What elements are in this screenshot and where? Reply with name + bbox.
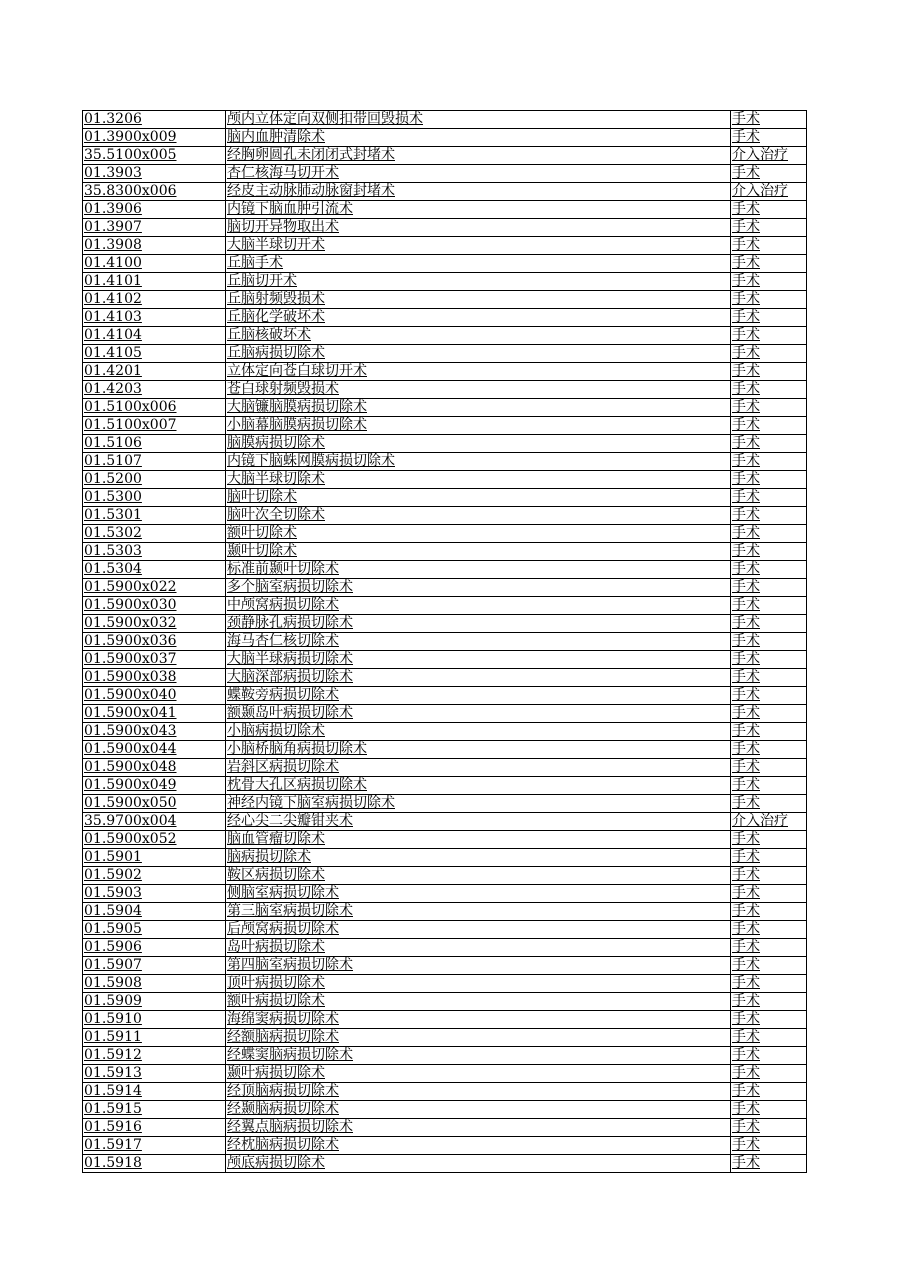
procedure-type-cell: 手术 <box>731 597 807 615</box>
procedure-code-cell: 01.5918 <box>83 1155 226 1173</box>
procedure-type-cell: 介入治疗 <box>731 813 807 831</box>
procedure-name-cell: 脑血管瘤切除术 <box>226 831 731 849</box>
table-row <box>83 399 807 417</box>
procedure-type-cell: 手术 <box>731 777 807 795</box>
table-row <box>83 237 807 255</box>
table-row <box>83 561 807 579</box>
procedure-type-cell: 手术 <box>731 273 807 291</box>
procedure-name-cell: 神经内镜下脑室病损切除术 <box>226 795 731 813</box>
procedure-name-cell: 大脑半球切开术 <box>226 237 731 255</box>
table-row <box>83 453 807 471</box>
procedure-type-cell: 手术 <box>731 399 807 417</box>
procedure-type-cell: 手术 <box>731 615 807 633</box>
procedure-name-cell: 杏仁核海马切开术 <box>226 165 731 183</box>
procedure-name-cell: 丘脑核破坏术 <box>226 327 731 345</box>
procedure-code-cell: 01.5100x007 <box>83 417 226 435</box>
procedure-type-cell: 手术 <box>731 867 807 885</box>
procedure-code-cell: 01.4102 <box>83 291 226 309</box>
procedure-name-cell: 岛叶病损切除术 <box>226 939 731 957</box>
procedure-name-cell: 经心尖二尖瓣钳夹术 <box>226 813 731 831</box>
procedure-type-cell: 手术 <box>731 417 807 435</box>
procedure-type-cell: 手术 <box>731 1083 807 1101</box>
procedure-code-cell: 01.5906 <box>83 939 226 957</box>
procedure-type-cell: 手术 <box>731 1047 807 1065</box>
procedure-type-cell: 手术 <box>731 255 807 273</box>
procedure-type-cell: 手术 <box>731 381 807 399</box>
procedure-type-cell: 手术 <box>731 129 807 147</box>
procedure-code-cell: 01.5900x022 <box>83 579 226 597</box>
procedure-type-cell: 手术 <box>731 219 807 237</box>
procedure-type-cell: 手术 <box>731 1137 807 1155</box>
procedure-code-cell: 01.5901 <box>83 849 226 867</box>
table-row <box>83 885 807 903</box>
procedure-code-cell: 35.5100x005 <box>83 147 226 165</box>
procedure-name-cell: 经枕脑病损切除术 <box>226 1137 731 1155</box>
procedure-type-cell: 手术 <box>731 849 807 867</box>
procedure-name-cell: 第三脑室病损切除术 <box>226 903 731 921</box>
procedure-code-cell: 01.5900x049 <box>83 777 226 795</box>
procedure-name-cell: 经蝶窦脑病损切除术 <box>226 1047 731 1065</box>
table-row <box>83 579 807 597</box>
table-row <box>83 831 807 849</box>
procedure-code-cell: 01.5106 <box>83 435 226 453</box>
procedure-type-cell: 介入治疗 <box>731 147 807 165</box>
procedure-code-cell: 35.9700x004 <box>83 813 226 831</box>
table-row <box>83 633 807 651</box>
procedure-code-cell: 01.5100x006 <box>83 399 226 417</box>
procedure-code-cell: 01.5914 <box>83 1083 226 1101</box>
procedure-type-cell: 手术 <box>731 435 807 453</box>
table-row <box>83 777 807 795</box>
procedure-code-cell: 01.5910 <box>83 1011 226 1029</box>
table-row <box>83 309 807 327</box>
procedure-type-cell: 手术 <box>731 633 807 651</box>
procedure-name-cell: 脑叶次全切除术 <box>226 507 731 525</box>
procedure-name-cell: 额叶切除术 <box>226 525 731 543</box>
procedure-code-cell: 01.4103 <box>83 309 226 327</box>
procedure-type-cell: 手术 <box>731 489 807 507</box>
procedure-type-cell: 手术 <box>731 1011 807 1029</box>
procedure-code-cell: 01.5107 <box>83 453 226 471</box>
procedure-code-cell: 01.4100 <box>83 255 226 273</box>
procedure-name-cell: 标准前颞叶切除术 <box>226 561 731 579</box>
table-row <box>83 543 807 561</box>
procedure-code-cell: 01.3206 <box>83 111 226 129</box>
table-row <box>83 993 807 1011</box>
procedure-code-cell: 01.5303 <box>83 543 226 561</box>
procedure-code-cell: 01.5903 <box>83 885 226 903</box>
procedure-name-cell: 脑内血肿清除术 <box>226 129 731 147</box>
procedure-name-cell: 丘脑射频毁损术 <box>226 291 731 309</box>
procedure-code-cell: 01.3907 <box>83 219 226 237</box>
table-row <box>83 183 807 201</box>
procedure-name-cell: 丘脑病损切除术 <box>226 345 731 363</box>
procedure-name-cell: 小脑桥脑角病损切除术 <box>226 741 731 759</box>
procedure-name-cell: 海马杏仁核切除术 <box>226 633 731 651</box>
procedure-code-cell: 01.5905 <box>83 921 226 939</box>
table-row <box>83 291 807 309</box>
procedure-type-cell: 手术 <box>731 471 807 489</box>
table-row <box>83 651 807 669</box>
procedure-type-cell: 手术 <box>731 507 807 525</box>
table-row <box>83 1065 807 1083</box>
procedure-name-cell: 蝶鞍旁病损切除术 <box>226 687 731 705</box>
procedure-name-cell: 颈静脉孔病损切除术 <box>226 615 731 633</box>
table-row <box>83 975 807 993</box>
procedure-name-cell: 额叶病损切除术 <box>226 993 731 1011</box>
procedure-name-cell: 丘脑化学破坏术 <box>226 309 731 327</box>
procedure-type-cell: 手术 <box>731 453 807 471</box>
table-row <box>83 201 807 219</box>
table-row <box>83 813 807 831</box>
procedure-name-cell: 经颞脑病损切除术 <box>226 1101 731 1119</box>
table-row <box>83 507 807 525</box>
procedure-code-cell: 01.5911 <box>83 1029 226 1047</box>
table-row <box>83 705 807 723</box>
table-row <box>83 381 807 399</box>
procedure-type-cell: 手术 <box>731 111 807 129</box>
procedure-table <box>82 110 807 1173</box>
procedure-code-cell: 01.5900x043 <box>83 723 226 741</box>
procedure-code-cell: 01.5300 <box>83 489 226 507</box>
procedure-code-cell: 01.5917 <box>83 1137 226 1155</box>
procedure-code-cell: 01.4203 <box>83 381 226 399</box>
procedure-type-cell: 手术 <box>731 921 807 939</box>
procedure-name-cell: 鞍区病损切除术 <box>226 867 731 885</box>
procedure-name-cell: 立体定向苍白球切开术 <box>226 363 731 381</box>
table-row <box>83 129 807 147</box>
table-row <box>83 903 807 921</box>
procedure-code-cell: 01.4101 <box>83 273 226 291</box>
procedure-code-cell: 01.5900x044 <box>83 741 226 759</box>
table-row <box>83 939 807 957</box>
procedure-name-cell: 大脑半球切除术 <box>226 471 731 489</box>
procedure-code-cell: 01.5909 <box>83 993 226 1011</box>
procedure-name-cell: 丘脑手术 <box>226 255 731 273</box>
procedure-code-cell: 01.5900x037 <box>83 651 226 669</box>
procedure-type-cell: 手术 <box>731 327 807 345</box>
procedure-name-cell: 脑病损切除术 <box>226 849 731 867</box>
procedure-type-cell: 手术 <box>731 291 807 309</box>
table-row <box>83 687 807 705</box>
procedure-name-cell: 侧脑室病损切除术 <box>226 885 731 903</box>
procedure-type-cell: 手术 <box>731 885 807 903</box>
procedure-name-cell: 经胸卵圆孔未闭闭式封堵术 <box>226 147 731 165</box>
procedure-code-cell: 01.5916 <box>83 1119 226 1137</box>
procedure-type-cell: 手术 <box>731 1029 807 1047</box>
table-row <box>83 723 807 741</box>
procedure-code-cell: 01.4105 <box>83 345 226 363</box>
procedure-name-cell: 脑叶切除术 <box>226 489 731 507</box>
procedure-type-cell: 手术 <box>731 687 807 705</box>
procedure-name-cell: 额颞岛叶病损切除术 <box>226 705 731 723</box>
procedure-type-cell: 手术 <box>731 165 807 183</box>
procedure-table-body <box>83 111 807 1173</box>
procedure-name-cell: 枕骨大孔区病损切除术 <box>226 777 731 795</box>
procedure-type-cell: 手术 <box>731 579 807 597</box>
procedure-name-cell: 经翼点脑病损切除术 <box>226 1119 731 1137</box>
procedure-type-cell: 手术 <box>731 741 807 759</box>
procedure-code-cell: 01.5908 <box>83 975 226 993</box>
procedure-code-cell: 01.5907 <box>83 957 226 975</box>
table-row <box>83 1011 807 1029</box>
procedure-type-cell: 手术 <box>731 957 807 975</box>
procedure-name-cell: 多个脑室病损切除术 <box>226 579 731 597</box>
procedure-type-cell: 手术 <box>731 1101 807 1119</box>
procedure-code-cell: 01.4104 <box>83 327 226 345</box>
procedure-type-cell: 手术 <box>731 1065 807 1083</box>
table-row <box>83 1083 807 1101</box>
table-row <box>83 345 807 363</box>
procedure-name-cell: 小脑幕脑膜病损切除术 <box>226 417 731 435</box>
procedure-name-cell: 内镜下脑血肿引流术 <box>226 201 731 219</box>
procedure-name-cell: 脑膜病损切除术 <box>226 435 731 453</box>
procedure-code-cell: 01.5913 <box>83 1065 226 1083</box>
procedure-name-cell: 苍白球射频毁损术 <box>226 381 731 399</box>
procedure-code-cell: 01.5304 <box>83 561 226 579</box>
procedure-code-cell: 01.3908 <box>83 237 226 255</box>
procedure-name-cell: 后颅窝病损切除术 <box>226 921 731 939</box>
procedure-type-cell: 手术 <box>731 1155 807 1173</box>
procedure-type-cell: 手术 <box>731 1119 807 1137</box>
procedure-name-cell: 顶叶病损切除术 <box>226 975 731 993</box>
procedure-code-cell: 01.3903 <box>83 165 226 183</box>
table-row <box>83 1029 807 1047</box>
procedure-code-cell: 01.5900x038 <box>83 669 226 687</box>
procedure-name-cell: 第四脑室病损切除术 <box>226 957 731 975</box>
procedure-type-cell: 手术 <box>731 939 807 957</box>
procedure-code-cell: 01.5904 <box>83 903 226 921</box>
procedure-type-cell: 手术 <box>731 651 807 669</box>
procedure-type-cell: 手术 <box>731 705 807 723</box>
procedure-name-cell: 脑切开异物取出术 <box>226 219 731 237</box>
table-row <box>83 273 807 291</box>
procedure-code-cell: 01.5915 <box>83 1101 226 1119</box>
procedure-code-cell: 01.5900x052 <box>83 831 226 849</box>
procedure-code-cell: 01.5900x030 <box>83 597 226 615</box>
procedure-name-cell: 经皮主动脉肺动脉窗封堵术 <box>226 183 731 201</box>
table-row <box>83 921 807 939</box>
procedure-name-cell: 颞叶切除术 <box>226 543 731 561</box>
procedure-type-cell: 手术 <box>731 993 807 1011</box>
procedure-name-cell: 中颅窝病损切除术 <box>226 597 731 615</box>
procedure-code-cell: 35.8300x006 <box>83 183 226 201</box>
table-row <box>83 435 807 453</box>
table-row <box>83 615 807 633</box>
table-row <box>83 669 807 687</box>
table-row <box>83 111 807 129</box>
procedure-code-cell: 01.5200 <box>83 471 226 489</box>
procedure-name-cell: 岩斜区病损切除术 <box>226 759 731 777</box>
table-row <box>83 417 807 435</box>
table-row <box>83 1047 807 1065</box>
procedure-type-cell: 手术 <box>731 975 807 993</box>
table-row <box>83 1155 807 1173</box>
procedure-code-cell: 01.5900x048 <box>83 759 226 777</box>
procedure-name-cell: 大脑镰脑膜病损切除术 <box>226 399 731 417</box>
procedure-name-cell: 大脑半球病损切除术 <box>226 651 731 669</box>
procedure-code-cell: 01.5902 <box>83 867 226 885</box>
procedure-code-cell: 01.5900x041 <box>83 705 226 723</box>
procedure-type-cell: 手术 <box>731 903 807 921</box>
table-row <box>83 219 807 237</box>
procedure-code-cell: 01.5302 <box>83 525 226 543</box>
table-row <box>83 741 807 759</box>
procedure-type-cell: 手术 <box>731 561 807 579</box>
procedure-code-cell: 01.4201 <box>83 363 226 381</box>
table-row <box>83 597 807 615</box>
table-row <box>83 1137 807 1155</box>
table-row <box>83 1119 807 1137</box>
procedure-code-cell: 01.5900x050 <box>83 795 226 813</box>
procedure-code-cell: 01.3906 <box>83 201 226 219</box>
table-row <box>83 849 807 867</box>
procedure-code-cell: 01.5900x036 <box>83 633 226 651</box>
procedure-type-cell: 手术 <box>731 309 807 327</box>
procedure-name-cell: 大脑深部病损切除术 <box>226 669 731 687</box>
procedure-name-cell: 内镜下脑蛛网膜病损切除术 <box>226 453 731 471</box>
procedure-type-cell: 手术 <box>731 525 807 543</box>
procedure-type-cell: 手术 <box>731 345 807 363</box>
procedure-code-cell: 01.3900x009 <box>83 129 226 147</box>
procedure-type-cell: 手术 <box>731 723 807 741</box>
table-row <box>83 867 807 885</box>
table-row <box>83 795 807 813</box>
procedure-code-cell: 01.5900x040 <box>83 687 226 705</box>
table-row <box>83 1101 807 1119</box>
procedure-type-cell: 手术 <box>731 669 807 687</box>
table-row <box>83 147 807 165</box>
procedure-name-cell: 丘脑切开术 <box>226 273 731 291</box>
procedure-name-cell: 经顶脑病损切除术 <box>226 1083 731 1101</box>
procedure-type-cell: 手术 <box>731 543 807 561</box>
table-row <box>83 165 807 183</box>
procedure-type-cell: 手术 <box>731 363 807 381</box>
procedure-type-cell: 手术 <box>731 831 807 849</box>
procedure-code-cell: 01.5900x032 <box>83 615 226 633</box>
table-row <box>83 327 807 345</box>
procedure-name-cell: 颅内立体定向双侧扣带回毁损术 <box>226 111 731 129</box>
procedure-code-cell: 01.5912 <box>83 1047 226 1065</box>
table-row <box>83 525 807 543</box>
table-row <box>83 759 807 777</box>
procedure-name-cell: 颞叶病损切除术 <box>226 1065 731 1083</box>
table-row <box>83 957 807 975</box>
procedure-type-cell: 手术 <box>731 237 807 255</box>
procedure-type-cell: 手术 <box>731 795 807 813</box>
procedure-code-cell: 01.5301 <box>83 507 226 525</box>
procedure-name-cell: 海绵窦病损切除术 <box>226 1011 731 1029</box>
procedure-name-cell: 小脑病损切除术 <box>226 723 731 741</box>
table-row <box>83 255 807 273</box>
table-row <box>83 489 807 507</box>
procedure-type-cell: 手术 <box>731 759 807 777</box>
table-row <box>83 471 807 489</box>
procedure-name-cell: 颅底病损切除术 <box>226 1155 731 1173</box>
procedure-type-cell: 手术 <box>731 201 807 219</box>
procedure-name-cell: 经额脑病损切除术 <box>226 1029 731 1047</box>
procedure-type-cell: 介入治疗 <box>731 183 807 201</box>
table-row <box>83 363 807 381</box>
